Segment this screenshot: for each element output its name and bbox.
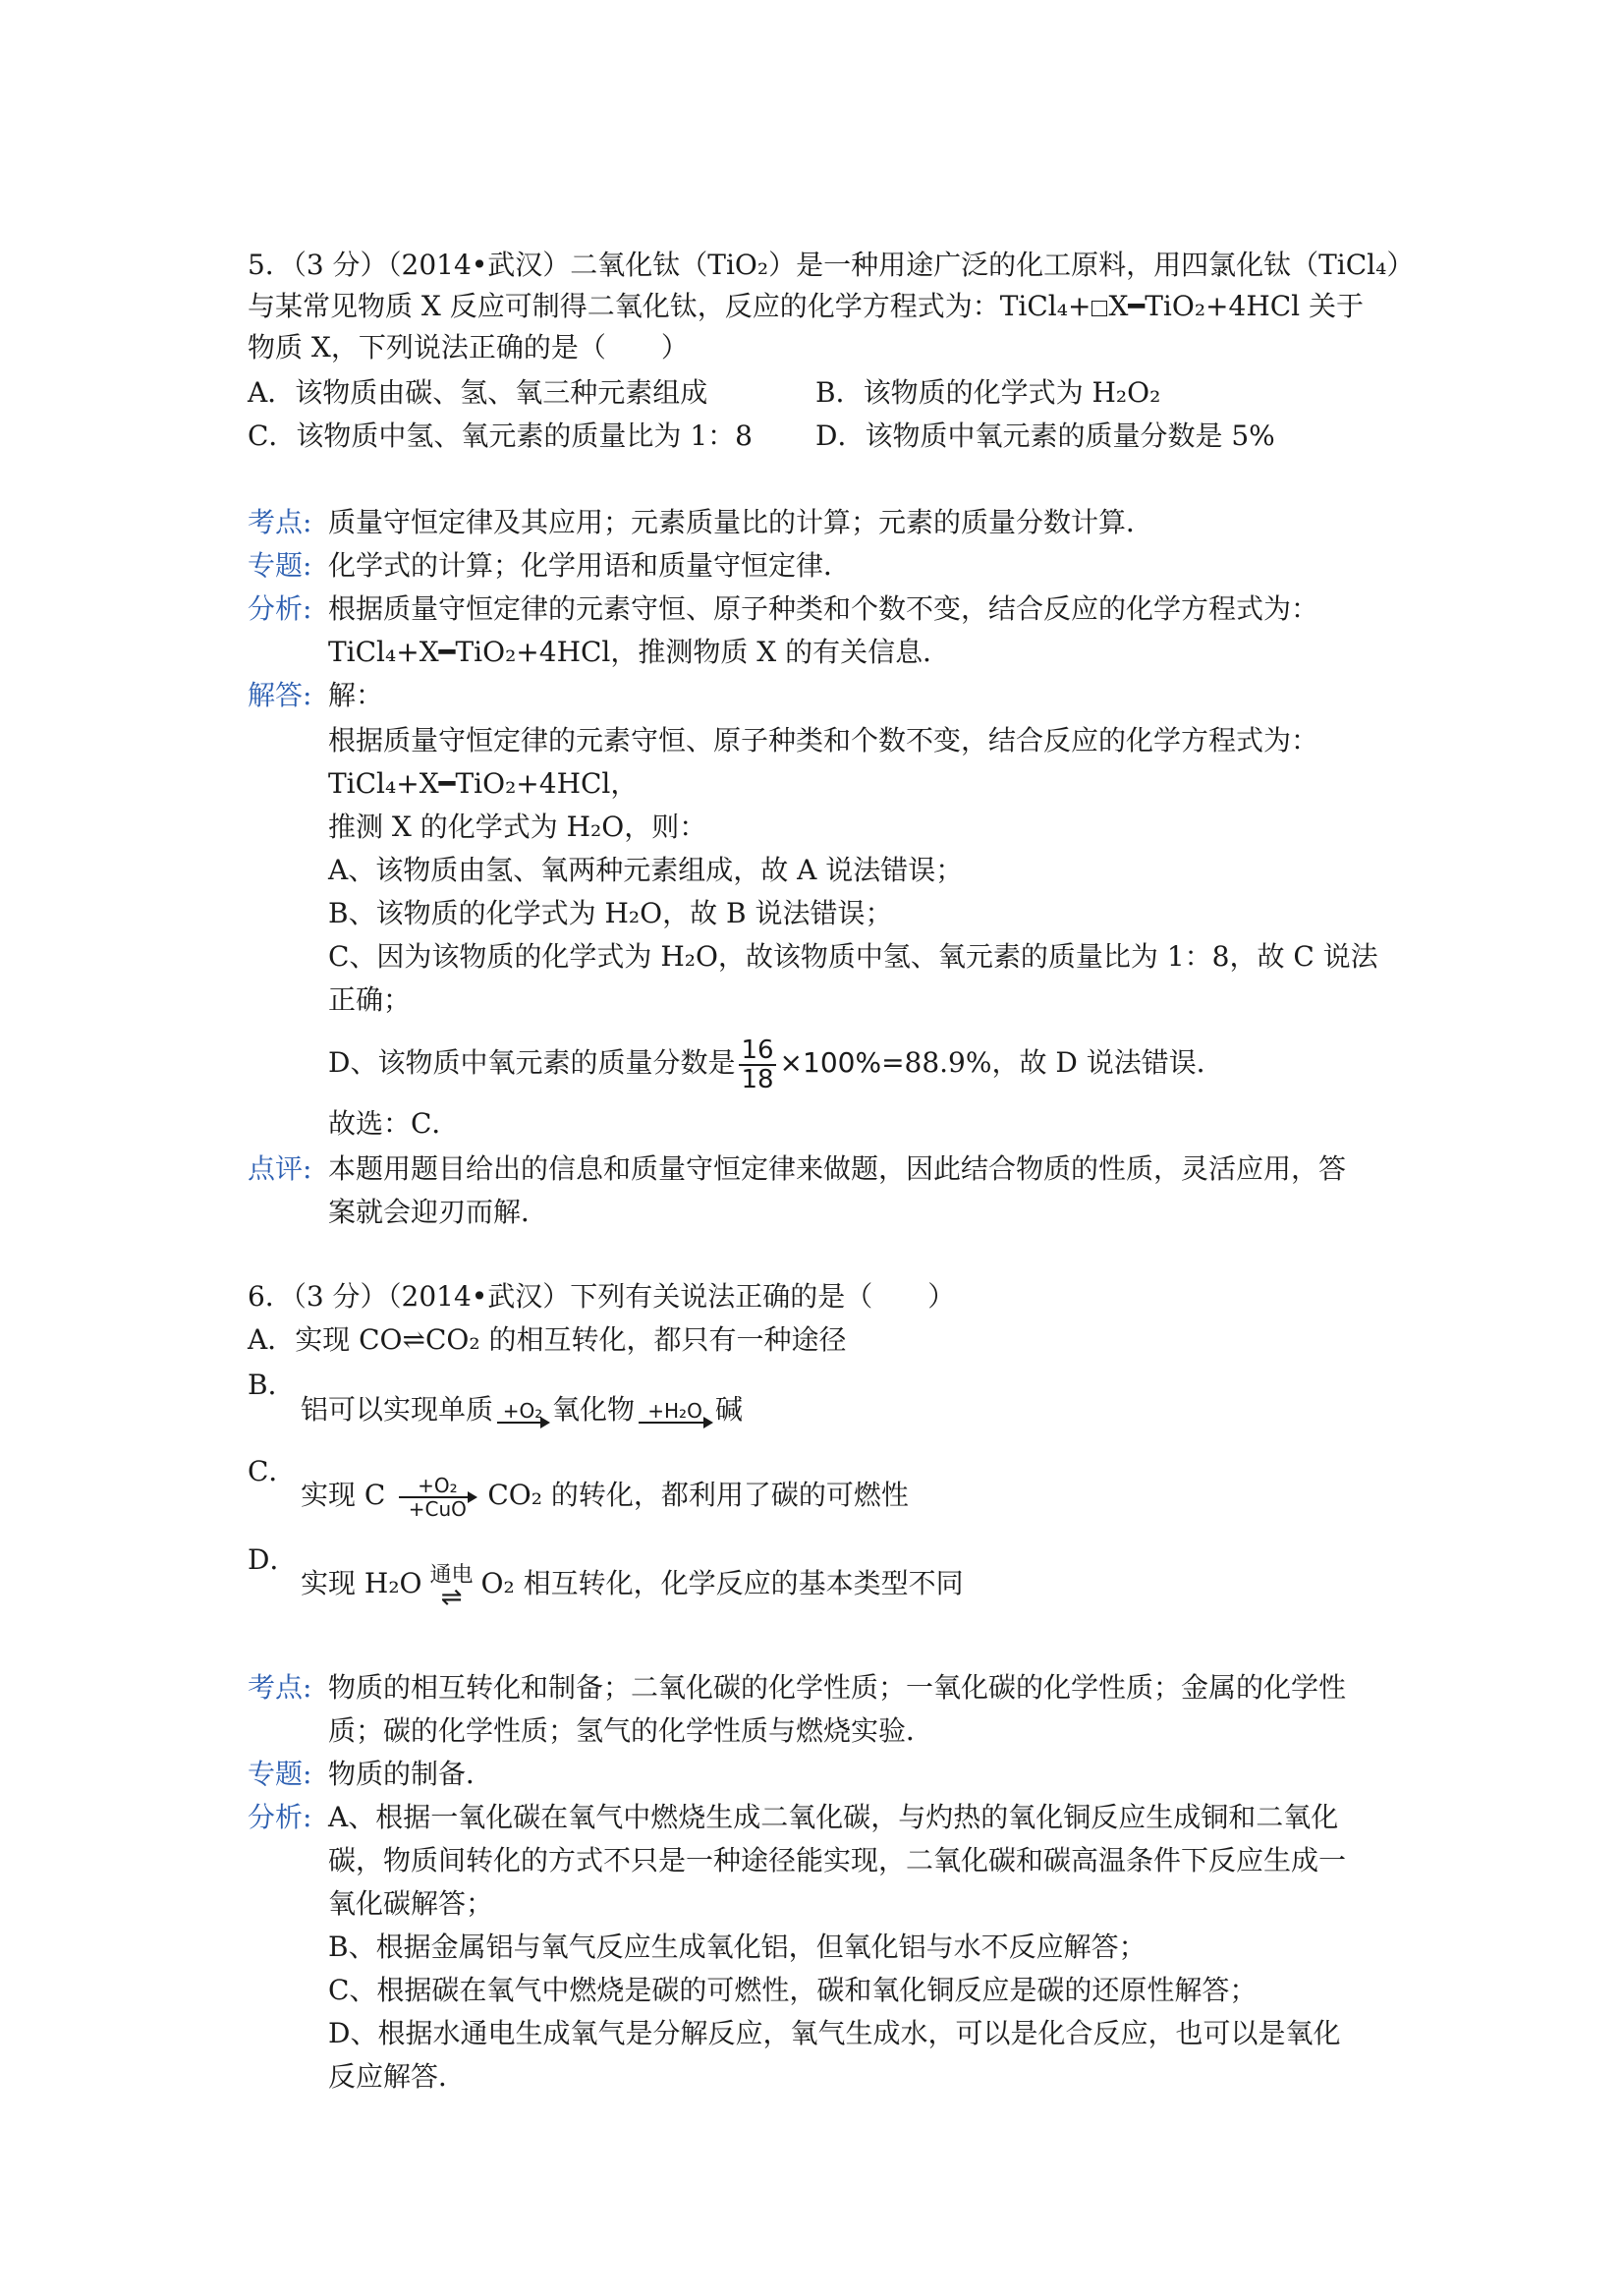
q5-fenxi-text1: 根据质量守恒定律的元素守恒、原子种类和个数不变，结合反应的化学方程式为： [328, 592, 1319, 625]
q6-stem: 6．（3 分）（2014•武汉）下列有关说法正确的是（ ） [248, 1280, 956, 1313]
arrow-right-icon [639, 1422, 711, 1424]
q6-fenxi-5: C、根据碳在氧气中燃烧是碳的可燃性，碳和氧化铜反应是碳的还原性解答； [328, 1974, 1258, 2006]
q5-stem-line1: 5．（3 分）（2014•武汉）二氧化钛（TiO₂）是一种用途广泛的化工原料，用四氯化钛（TiCl₄） [248, 249, 1415, 281]
equilibrium-arrow-icon: ⇌ [440, 1582, 463, 1612]
q6-option-c-b: CO₂ 的转化，都利用了碳的可燃性 [487, 1479, 909, 1511]
q5-jieda-6: C、因为该物质的化学式为 H₂O，故该物质中氢、氧元素的质量比为 1：8，故 C 说法 [328, 940, 1378, 973]
q5-jieda-label: 解答: [248, 679, 312, 711]
reaction-arrow-2-label: +H₂O [647, 1398, 702, 1423]
q5-jieda-5: B、该物质的化学式为 H₂O，故 B 说法错误； [328, 897, 893, 929]
q5-option-a: A．该物质由碳、氢、氧三种元素组成 [248, 376, 708, 409]
q5-jieda-9: 故选：C． [328, 1107, 460, 1140]
q6-fenxi-7: 反应解答． [328, 2060, 467, 2093]
q5-kaodian-label: 考点: [248, 506, 312, 538]
reaction-arrow-c-top: +O₂ [418, 1473, 458, 1497]
q5-dianping-text2: 案就会迎刃而解． [328, 1196, 549, 1228]
q5-kaodian-text: 质量守恒定律及其应用；元素质量比的计算；元素的质量分数计算． [328, 506, 1154, 538]
q6-zhuanti-text: 物质的制备． [328, 1758, 494, 1790]
q6-option-b-a: 铝可以实现单质 [301, 1393, 494, 1426]
q6-option-c-label: C． [248, 1455, 297, 1487]
q5-jieda-1: 根据质量守恒定律的元素守恒、原子种类和个数不变，结合反应的化学方程式为： [328, 724, 1319, 756]
reversible-arrow-label: 通电 [429, 1562, 474, 1588]
q6-option-a: A．实现 CO⇌CO₂ 的相互转化，都只有一种途径 [248, 1323, 847, 1356]
q6-fenxi-label: 分析: [248, 1801, 312, 1833]
q6-option-c [301, 1468, 909, 1523]
reaction-arrow-c [399, 1475, 476, 1520]
q6-option-b-c: 碱 [715, 1393, 744, 1426]
q6-fenxi-6: D、根据水通电生成氧气是分解反应，氧气生成水，可以是化合反应，也可以是氧化 [328, 2017, 1341, 2049]
q5-zhuanti-text: 化学式的计算；化学用语和质量守恒定律． [328, 549, 852, 582]
reaction-arrow-1 [497, 1400, 548, 1424]
q6-fenxi-4: B、根据金属铝与氧气反应生成氧化铝，但氧化铝与水不反应解答； [328, 1931, 1147, 1963]
q5-stem-line2 [248, 287, 1364, 326]
fraction-numerator: 16 [741, 1035, 774, 1065]
q6-option-d-label: D． [248, 1543, 298, 1576]
q5-stem-line3: 物质 X，下列说法正确的是（ ） [248, 331, 689, 364]
q6-option-c-a: 实现 C [301, 1479, 386, 1511]
q5-jieda-3: 推测 X 的化学式为 H₂O，则： [328, 811, 707, 843]
q5-stem-line2-b: X━TiO₂+4HCl 关于 [1108, 290, 1365, 322]
q5-jieda-8 [328, 1034, 1224, 1093]
q5-dianping-text1: 本题用题目给出的信息和质量守恒定律来做题，因此结合物质的性质，灵活应用，答 [328, 1152, 1347, 1185]
q6-option-b [301, 1385, 743, 1434]
q6-option-b-label: B． [248, 1369, 296, 1401]
q5-option-b: B．该物质的化学式为 H₂O₂ [815, 376, 1161, 409]
q5-dianping-label: 点评: [248, 1152, 312, 1185]
q5-fenxi-label: 分析: [248, 592, 312, 625]
q6-option-d-a: 实现 H₂O [301, 1567, 422, 1599]
fraction [739, 1036, 775, 1093]
blank-box-icon [1091, 301, 1107, 316]
q6-zhuanti-label: 专题: [248, 1758, 312, 1790]
q5-jieda-8-times: ×100% [779, 1046, 882, 1079]
arrow-right-icon [497, 1422, 548, 1424]
reaction-arrow-c-bottom: +CuO [408, 1496, 467, 1521]
q5-jieda-4: A、该物质由氢、氧两种元素组成，故 A 说法错误； [328, 854, 964, 886]
q5-option-d: D．该物质中氧元素的质量分数是 5% [815, 420, 1275, 452]
q5-option-c: C．该物质中氢、氧元素的质量比为 1：8 [248, 420, 753, 452]
q5-jieda-8-b: =88.9%，故 D 说法错误． [881, 1046, 1224, 1079]
reaction-arrow-2 [639, 1400, 711, 1424]
q6-option-b-b: 氧化物 [552, 1393, 636, 1426]
q5-jieda-7: 正确； [328, 983, 412, 1016]
q6-fenxi-2: 碳，物质间转化的方式不只是一种途径能实现，二氧化碳和碳高温条件下反应生成一 [328, 1844, 1347, 1876]
q6-kaodian-text1: 物质的相互转化和制备；二氧化碳的化学性质；一氧化碳的化学性质；金属的化学性 [328, 1671, 1347, 1704]
q6-kaodian-text2: 质；碳的化学性质；氢气的化学性质与燃烧实验． [328, 1714, 934, 1747]
q5-fenxi-text2: TiCl₄+X━TiO₂+4HCl，推测物质 X 的有关信息． [328, 636, 951, 668]
q5-jieda-8-a: D、该物质中氧元素的质量分数是 [328, 1046, 736, 1079]
q5-jieda-0: 解： [328, 679, 384, 711]
q5-jieda-2: TiCl₄+X━TiO₂+4HCl， [328, 767, 639, 800]
q6-option-d [301, 1558, 964, 1612]
q6-fenxi-1: A、根据一氧化碳在氧气中燃烧生成二氧化碳，与灼热的氧化铜反应生成铜和二氧化 [328, 1801, 1339, 1833]
q5-zhuanti-label: 专题: [248, 549, 312, 582]
q5-stem-line2-a: 与某常见物质 X 反应可制得二氧化钛，反应的化学方程式为：TiCl₄+ [248, 290, 1091, 322]
fraction-denominator: 18 [741, 1064, 774, 1094]
reversible-arrow [424, 1562, 479, 1612]
q6-fenxi-3: 氧化碳解答； [328, 1887, 494, 1920]
reaction-arrow-1-label: +O₂ [502, 1398, 543, 1423]
q6-kaodian-label: 考点: [248, 1671, 312, 1704]
arrow-right-icon [399, 1496, 476, 1498]
q6-option-d-b: O₂ 相互转化，化学反应的基本类型不同 [480, 1567, 964, 1599]
